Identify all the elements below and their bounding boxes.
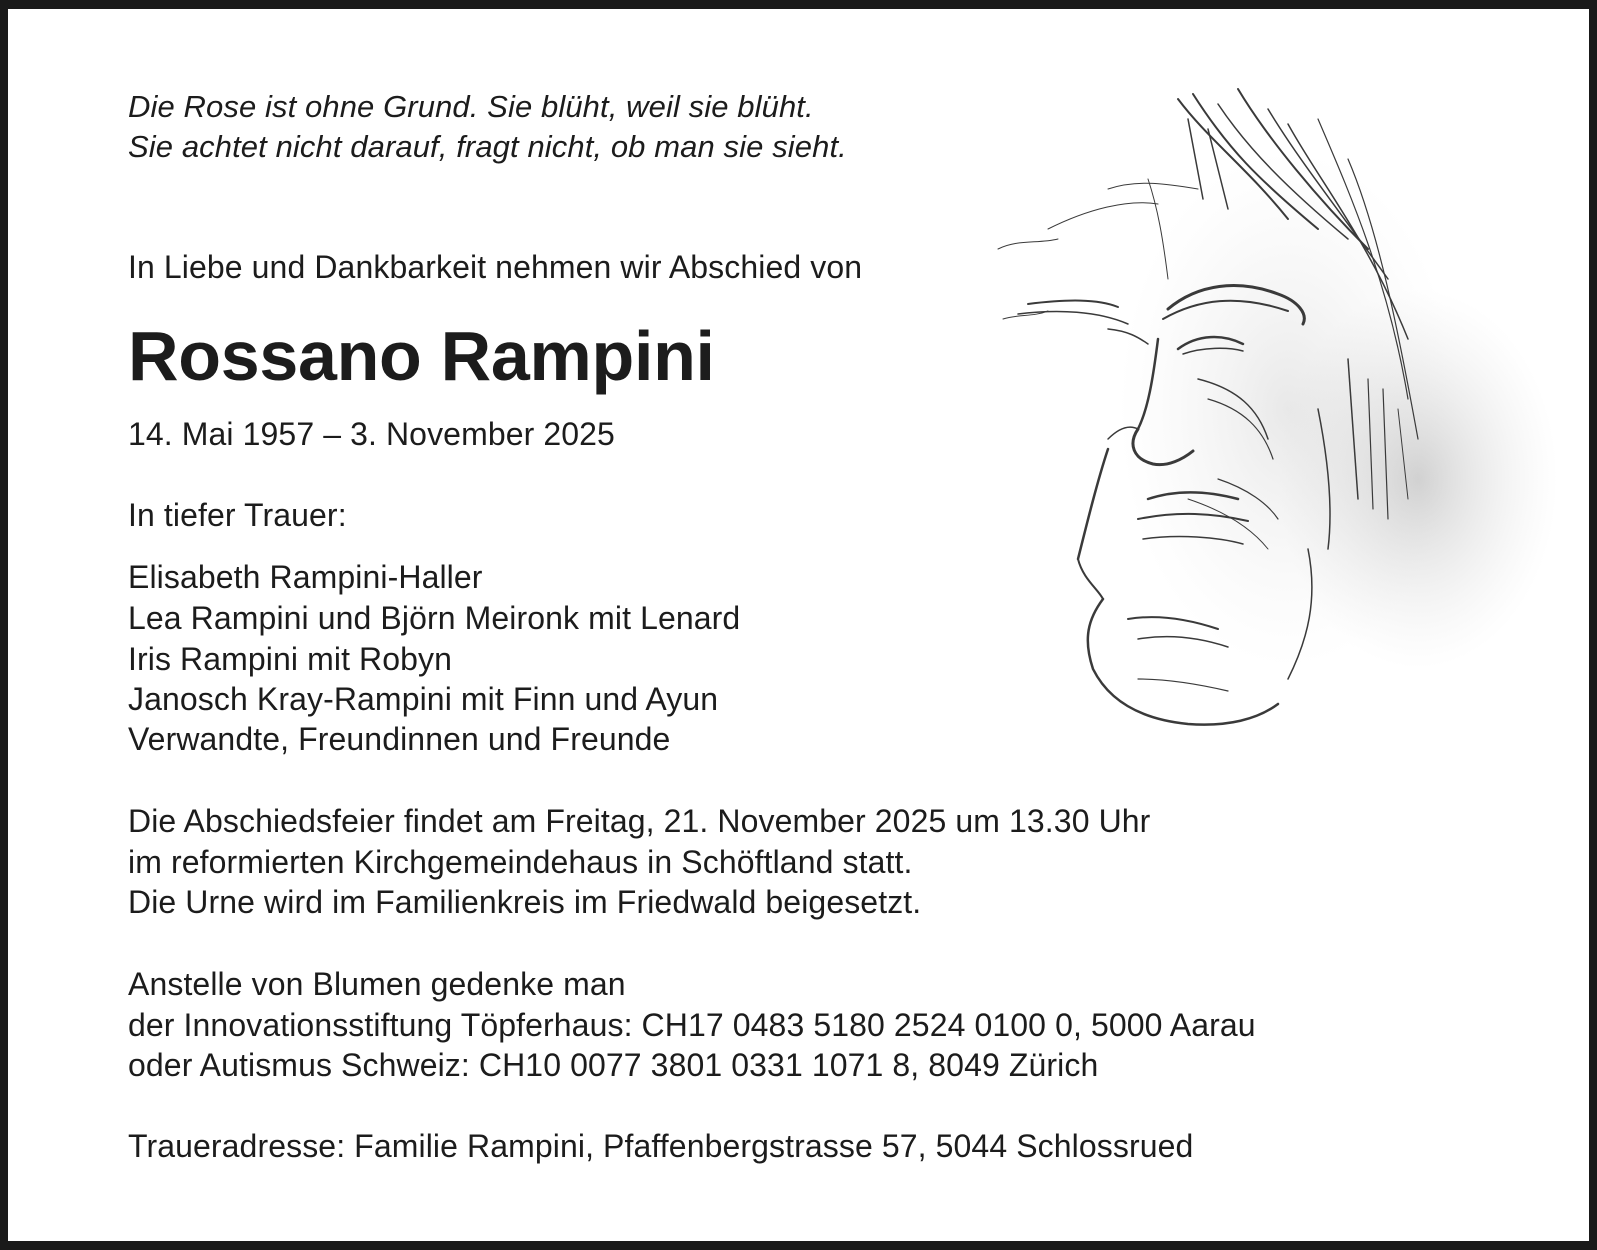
intro-text: In Liebe und Dankbarkeit nehmen wir Abschied von [128, 249, 863, 285]
portrait-sketch [988, 79, 1568, 759]
mourner-line: Verwandte, Freundinnen und Freunde [128, 721, 671, 757]
donation-line: Anstelle von Blumen gedenke man [128, 966, 626, 1002]
mourner-line: Janosch Kray-Rampini mit Finn und Ayun [128, 681, 719, 717]
mourner-line: Lea Rampini und Björn Meironk mit Lenard [128, 600, 741, 636]
mourner-line: Elisabeth Rampini-Haller [128, 559, 483, 595]
mourning-heading: In tiefer Trauer: [128, 497, 347, 533]
ceremony-line: Die Urne wird im Familienkreis im Friedwald beigesetzt. [128, 884, 922, 920]
donation-line: oder Autismus Schweiz: CH10 0077 3801 0331 1071 8, 8049 Zürich [128, 1047, 1099, 1083]
quote-line-2: Sie achtet nicht darauf, fragt nicht, ob man sie sieht. [128, 129, 847, 164]
ceremony-line: im reformierten Kirchgemeindehaus in Schöftland statt. [128, 844, 913, 880]
donation-line: der Innovationsstiftung Töpferhaus: CH17 0483 5180 2524 0100 0, 5000 Aarau [128, 1007, 1256, 1043]
mourning-address: Traueradresse: Familie Rampini, Pfaffenbergstrasse 57, 5044 Schlossrued [128, 1128, 1194, 1164]
deceased-name: Rossano Rampini [128, 317, 715, 395]
ceremony-line: Die Abschiedsfeier findet am Freitag, 21. November 2025 um 13.30 Uhr [128, 803, 1151, 839]
mourner-line: Iris Rampini mit Robyn [128, 641, 453, 677]
quote-line-1: Die Rose ist ohne Grund. Sie blüht, weil sie blüht. [128, 89, 814, 124]
life-dates: 14. Mai 1957 – 3. November 2025 [128, 416, 615, 452]
